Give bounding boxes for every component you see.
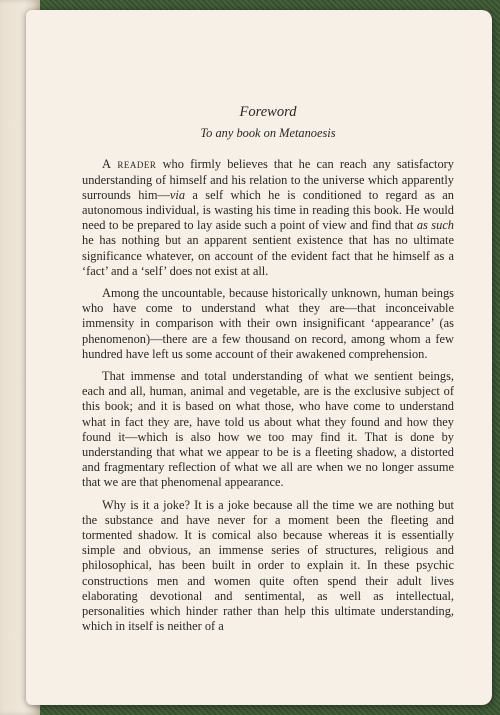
page-subtitle: To any book on Metanoesis [200, 126, 336, 141]
paragraph-lead-words: A reader [102, 157, 157, 172]
text-segment: who firmly believes that he can reach any satisfactory understanding of himself and his relation to the universe which apparently surrounds him— [82, 157, 454, 202]
paragraph [82, 286, 454, 362]
text-segment: a self which he is conditioned to regard as an autonomous individual, is wasting his time in reading this book. He would need to be prepared to lay aside such a point of view and find that [82, 187, 455, 233]
italic-text: via [169, 187, 186, 202]
italic-text: as such [416, 218, 455, 233]
paragraph [82, 369, 454, 491]
body-text [82, 157, 454, 634]
text-segment: he has nothing but an apparent sentient existence that has no ultimate significance whatever, on account of the evident fact that he himself as a ‘fact’ and a ‘self’ does not exist at all. [82, 233, 454, 278]
text-segment: Why is it a joke? It is a joke because all the time we are nothing but the substance and have never for a moment been the fleeting and tormented shadow. It is comical also because whereas it is essentially simple and obvious, an immense series of structures, religious and philosophical, has been built in order to explain it. In these psychic constructions men and women quite often spend their adult lives elaborating devotional and sentimental, as well as intellectual, personalities which hinder rather than help this ultimate understanding, which in itself is neither of a [82, 497, 454, 634]
paragraph [82, 157, 454, 279]
paragraph [82, 498, 454, 635]
page-content [82, 105, 454, 642]
text-segment: Among the uncountable, because historically unknown, human beings who have come to understand what they are—that inconceivable immensity in comparison with their own insignificant ‘appearance’ (as phenomenon)—there are a few thousand on record, among whom a few hundred have left us some account of their awakened comprehension. [82, 286, 454, 361]
book-page [26, 10, 492, 705]
page-title: Foreword [239, 104, 297, 120]
text-segment: That immense and total understanding of what we sentient beings, each and all, human, animal and vegetable, are is the exclusive subject of this book; and it is based on what those, who have come to understand what in fact they are, have told us about what they found and how they found it—which is also how we too may find it. That is done by understanding that what we appear to be is a fleeting shadow, a distorted and fragmentary reflection of what we all are when we no longer assume that we are that phenomenal appearance. [82, 369, 454, 490]
